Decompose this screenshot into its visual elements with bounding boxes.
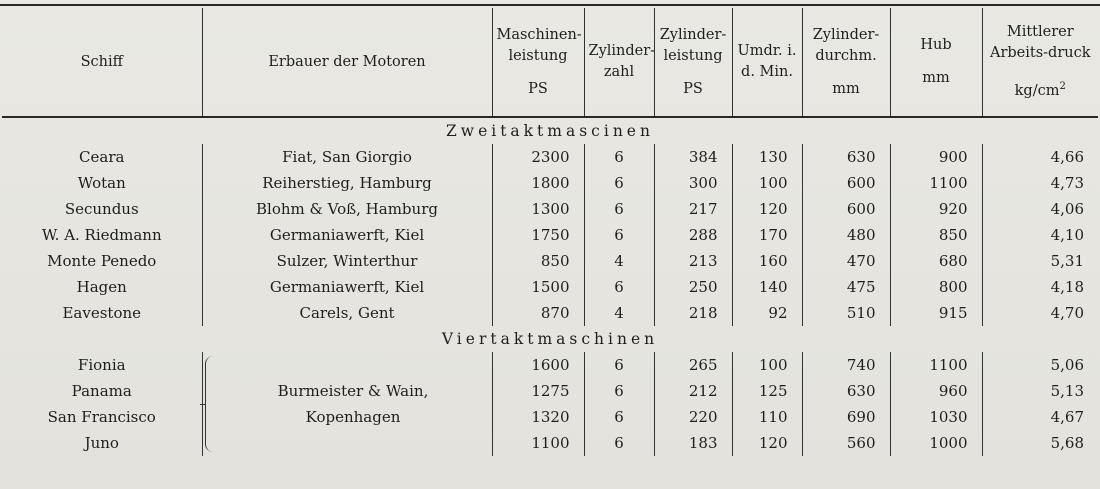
- builder-line: Burmeister & Wain,: [277, 382, 429, 400]
- table-body: [2, 117, 1098, 456]
- cell-zylinder: 4: [584, 300, 654, 326]
- cell-leistung: 1300: [492, 196, 584, 222]
- builder-line: Kopenhagen: [305, 408, 401, 426]
- cell-leistung: 1750: [492, 222, 584, 248]
- cell-zylinder: 6: [584, 144, 654, 170]
- engine-table: [2, 8, 1098, 456]
- table-row: [2, 196, 1098, 222]
- cell-druck: 4,67: [982, 404, 1098, 430]
- cell-zylinder: 4: [584, 248, 654, 274]
- cell-schiff: Hagen: [76, 278, 127, 296]
- cell-durchm: 630: [802, 378, 890, 404]
- header-schiff: Schiff: [2, 8, 202, 117]
- header-zyl-leistung: Zylinder-leistung PS: [654, 8, 732, 117]
- section-heading-row: [2, 326, 1098, 352]
- cell-zylinder: 6: [584, 196, 654, 222]
- cell-schiff: Ceara: [79, 148, 125, 166]
- cell-hub: 680: [890, 248, 982, 274]
- table-row: [2, 430, 1098, 456]
- cell-zyl-leistung: 288: [654, 222, 732, 248]
- cell-hub: 1100: [890, 352, 982, 378]
- cell-umdr: 170: [732, 222, 802, 248]
- cell-schiff: Juno: [84, 434, 119, 452]
- cell-druck: 5,06: [982, 352, 1098, 378]
- cell-hub: 850: [890, 222, 982, 248]
- cell-durchm: 510: [802, 300, 890, 326]
- cell-durchm: 600: [802, 170, 890, 196]
- cell-leistung: 1800: [492, 170, 584, 196]
- cell-hub: 1030: [890, 404, 982, 430]
- table-row: [2, 352, 1098, 378]
- cell-zylinder: 6: [584, 222, 654, 248]
- cell-durchm: 470: [802, 248, 890, 274]
- cell-schiff: W. A. Riedmann: [41, 226, 162, 244]
- cell-zyl-leistung: 300: [654, 170, 732, 196]
- cell-schiff: Monte Penedo: [47, 252, 157, 270]
- section-title: Viertaktmaschinen: [441, 330, 659, 348]
- cell-umdr: 100: [732, 170, 802, 196]
- table-row: [2, 170, 1098, 196]
- cell-leistung: 1500: [492, 274, 584, 300]
- header-row: [2, 8, 1098, 117]
- cell-druck: 5,31: [982, 248, 1098, 274]
- cell-erbauer: Sulzer, Winterthur: [202, 248, 492, 274]
- cell-erbauer: Blohm & Voß, Hamburg: [202, 196, 492, 222]
- cell-druck: 4,73: [982, 170, 1098, 196]
- cell-erbauer: Germaniawerft, Kiel: [202, 222, 492, 248]
- cell-zyl-leistung: 265: [654, 352, 732, 378]
- section-heading-row: [2, 117, 1098, 144]
- cell-umdr: 120: [732, 430, 802, 456]
- header-zylinderzahl: Zylinder-zahl: [584, 8, 654, 117]
- cell-hub: 915: [890, 300, 982, 326]
- cell-leistung: 1600: [492, 352, 584, 378]
- cell-umdr: 140: [732, 274, 802, 300]
- cell-zyl-leistung: 212: [654, 378, 732, 404]
- table-row: [2, 378, 1098, 404]
- cell-zyl-leistung: 220: [654, 404, 732, 430]
- cell-zylinder: 6: [584, 170, 654, 196]
- table-row: [2, 300, 1098, 326]
- cell-umdr: 125: [732, 378, 802, 404]
- cell-leistung: 1320: [492, 404, 584, 430]
- cell-erbauer: Fiat, San Giorgio: [202, 144, 492, 170]
- cell-zylinder: 6: [584, 352, 654, 378]
- header-erbauer: Erbauer der Motoren: [202, 8, 492, 117]
- curly-brace: [205, 356, 216, 452]
- cell-zylinder: 6: [584, 430, 654, 456]
- cell-zyl-leistung: 213: [654, 248, 732, 274]
- table-row: [2, 274, 1098, 300]
- cell-erbauer: Reiherstieg, Hamburg: [202, 170, 492, 196]
- cell-zyl-leistung: 183: [654, 430, 732, 456]
- cell-durchm: 630: [802, 144, 890, 170]
- cell-hub: 900: [890, 144, 982, 170]
- cell-erbauer: Carels, Gent: [202, 300, 492, 326]
- cell-durchm: 740: [802, 352, 890, 378]
- cell-schiff: Eavestone: [62, 304, 142, 322]
- cell-umdr: 130: [732, 144, 802, 170]
- cell-schiff: Panama: [71, 382, 132, 400]
- table-row: [2, 404, 1098, 430]
- cell-durchm: 560: [802, 430, 890, 456]
- table-row: [2, 144, 1098, 170]
- cell-hub: 1000: [890, 430, 982, 456]
- cell-druck: 5,68: [982, 430, 1098, 456]
- cell-durchm: 600: [802, 196, 890, 222]
- builder-text: [219, 378, 488, 430]
- cell-zylinder: 6: [584, 274, 654, 300]
- cell-druck: 4,18: [982, 274, 1098, 300]
- header-durchm: Zylinder-durchm. mm: [802, 8, 890, 117]
- cell-hub: 920: [890, 196, 982, 222]
- cell-leistung: 850: [492, 248, 584, 274]
- cell-durchm: 690: [802, 404, 890, 430]
- cell-schiff: Fionia: [77, 356, 126, 374]
- cell-druck: 5,13: [982, 378, 1098, 404]
- cell-druck: 4,66: [982, 144, 1098, 170]
- cell-hub: 1100: [890, 170, 982, 196]
- header-umdr: Umdr. i. d. Min.: [732, 8, 802, 117]
- cell-zyl-leistung: 218: [654, 300, 732, 326]
- cell-druck: 4,70: [982, 300, 1098, 326]
- cell-umdr: 110: [732, 404, 802, 430]
- cell-druck: 4,06: [982, 196, 1098, 222]
- cell-erbauer-merged: [202, 352, 492, 456]
- header-druck: Mittlerer Arbeits-druck $kg/cm^2$: [982, 8, 1098, 117]
- top-rule: [0, 4, 1100, 6]
- cell-durchm: 475: [802, 274, 890, 300]
- cell-hub: 800: [890, 274, 982, 300]
- table-row: [2, 222, 1098, 248]
- cell-zyl-leistung: 217: [654, 196, 732, 222]
- cell-umdr: 100: [732, 352, 802, 378]
- cell-durchm: 480: [802, 222, 890, 248]
- cell-hub: 960: [890, 378, 982, 404]
- cell-zylinder: 6: [584, 404, 654, 430]
- cell-erbauer: Germaniawerft, Kiel: [202, 274, 492, 300]
- header-hub: Hub mm: [890, 8, 982, 117]
- cell-zyl-leistung: 250: [654, 274, 732, 300]
- cell-leistung: 1275: [492, 378, 584, 404]
- cell-zylinder: 6: [584, 378, 654, 404]
- cell-leistung: 1100: [492, 430, 584, 456]
- cell-leistung: 2300: [492, 144, 584, 170]
- header-leistung: Maschinen-leistung PS: [492, 8, 584, 117]
- cell-schiff: Wotan: [77, 174, 126, 192]
- cell-umdr: 160: [732, 248, 802, 274]
- cell-umdr: 120: [732, 196, 802, 222]
- cell-druck: 4,10: [982, 222, 1098, 248]
- cell-leistung: 870: [492, 300, 584, 326]
- section-title: Zweitaktmascinen: [446, 122, 654, 140]
- cell-schiff: San Francisco: [47, 408, 156, 426]
- cell-zyl-leistung: 384: [654, 144, 732, 170]
- table-row: [2, 248, 1098, 274]
- cell-schiff: Secundus: [64, 200, 139, 218]
- cell-umdr: 92: [732, 300, 802, 326]
